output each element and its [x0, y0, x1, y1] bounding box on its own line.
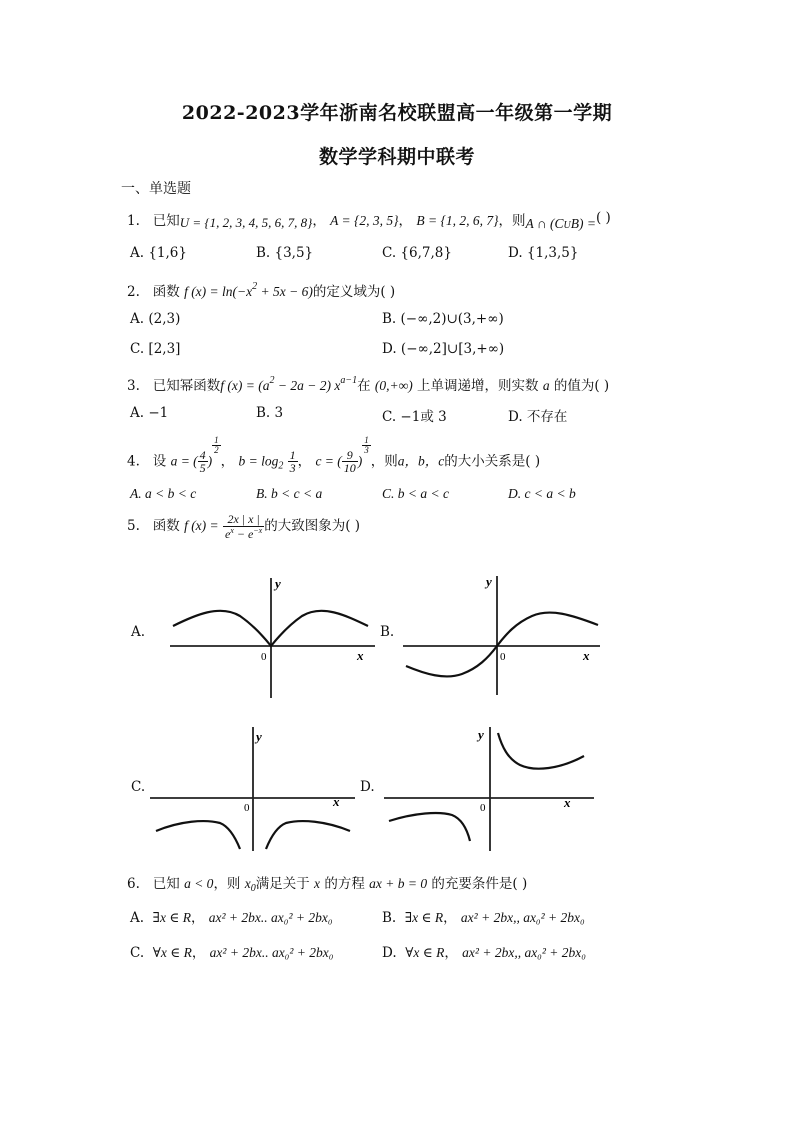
axis-label-x: x [583, 648, 590, 663]
origin-label: 0 [244, 802, 250, 814]
q4-option-b[interactable]: B. b < c < a [256, 486, 323, 501]
q4-option-d[interactable]: D. c < a < b [508, 486, 576, 501]
q2-option-b[interactable]: B. (−∞,2)∪(3,+∞) [382, 311, 504, 327]
question-5: 5. 函数 f (x) = $\frac{2x | x |}{e^x - e^{-x}}$ 的大致图象为( ) [127, 512, 361, 541]
graph-c-label[interactable]: C. [131, 779, 146, 795]
origin-label: 0 [500, 651, 506, 663]
q3-option-c[interactable]: C. −1或 3 [382, 409, 447, 425]
q2-option-d[interactable]: D. (−∞,2]∪[3,+∞) [382, 341, 505, 357]
question-number: 4. [127, 453, 140, 470]
graph-a-label[interactable]: A. [131, 624, 146, 640]
question-1: 1. 已知U = {1, 2, 3, 4, 5, 6, 7, 8}， A = {2, 3, 5}， B = {1, 2, 6, 7}，则A ∩ $(C_UB)$ =( ) [127, 210, 611, 231]
graph-b-label[interactable]: B. [380, 624, 395, 640]
question-3: 3. 已知幂函数f $(x) = (a^2 - 2a - 2)$ $x^{a-1}$在 (0,+∞) 上单调递增，则实数 a 的值为( ) [127, 375, 610, 394]
q2-option-c[interactable]: C. [2,3] [130, 341, 181, 357]
origin-label: 0 [480, 802, 486, 814]
curve-right [498, 733, 584, 769]
question-2: 2. 函数 f $(x) = \ln(-x^2 + 5x - 6)$的定义域为( ) [127, 281, 396, 300]
question-number: 2. [127, 284, 140, 300]
q1-option-a[interactable]: A. {1,6} [130, 245, 187, 261]
question-number: 1. [127, 213, 140, 229]
question-number: 3. [127, 378, 140, 394]
q6-option-c[interactable]: C. ∀x ∈ R， ax² + 2bx.. ax₀² + 2bx₀ [130, 945, 334, 961]
axis-label-y: y [256, 729, 262, 744]
q3-option-b[interactable]: B. 3 [256, 405, 284, 421]
axis-label-x: x [357, 648, 364, 663]
curve-left [389, 813, 470, 841]
q1-option-c[interactable]: C. {6,7,8} [382, 245, 452, 261]
graph-b[interactable] [400, 570, 605, 700]
graph-d[interactable] [384, 723, 599, 853]
question-6: 6. 已知 a < 0，则 $x_0$满足关于 x 的方程 ax + b = 0 的充要条件是( ) [127, 876, 528, 894]
graph-c[interactable] [150, 723, 360, 853]
graph-a[interactable] [165, 570, 380, 700]
axis-label-y: y [478, 727, 484, 742]
q4-option-c[interactable]: C. b < a < c [382, 486, 449, 501]
question-number: 6. [127, 876, 140, 892]
q3-option-d[interactable]: D. 不存在 [508, 409, 568, 425]
curve-right [266, 821, 350, 849]
page-subtitle: 数学学科期中联考 [318, 146, 475, 168]
axis-label-y: y [275, 576, 281, 591]
q6-option-a[interactable]: A. ∃x ∈ R， ax² + 2bx.. ax₀² + 2bx₀ [130, 910, 333, 926]
q1-option-b[interactable]: B. {3,5} [256, 245, 314, 261]
q4-option-a[interactable]: A. a < b < c [130, 486, 197, 501]
curve [406, 613, 598, 677]
question-number: 5. [127, 518, 140, 535]
q2-option-a[interactable]: A. (2,3) [130, 311, 181, 327]
axis-label-x: x [333, 794, 340, 809]
curve-left [156, 821, 240, 849]
q6-option-b[interactable]: B. ∃x ∈ R， ax² + 2bx,, ax₀² + 2bx₀ [382, 910, 585, 926]
origin-label: 0 [261, 651, 267, 663]
question-4: 4. 设 a = ( $\frac{4}{5}$ ) $\frac{1}{2}$ ， $b = \log_2$ $\frac{1}{3}$ ， c = ( $\frac{9}{10}$ ) $\frac{1}{3}$ ，则a，b，c的大小关系是( ) [127, 435, 541, 476]
q1-option-d[interactable]: D. {1,3,5} [508, 245, 579, 261]
axis-label-x: x [564, 795, 571, 810]
axis-label-y: y [486, 574, 492, 589]
q3-option-a[interactable]: A. −1 [130, 405, 169, 421]
page-title: 2022-2023学年浙南名校联盟高一年级第一学期 [181, 102, 613, 124]
section-heading: 一、单选题 [121, 181, 191, 197]
graph-d-label[interactable]: D. [360, 779, 375, 795]
q6-option-d[interactable]: D. ∀x ∈ R， ax² + 2bx,, ax₀² + 2bx₀ [382, 945, 586, 961]
